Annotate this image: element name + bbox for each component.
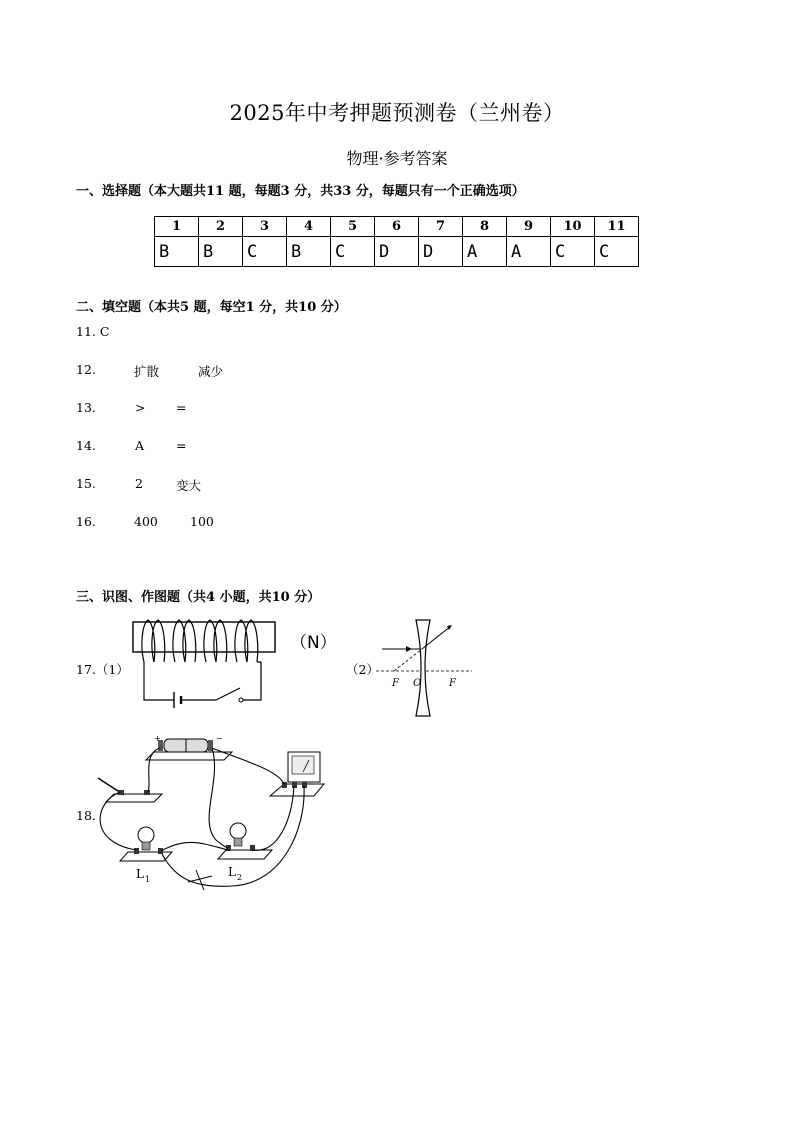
question-18-label: 18. [76,808,96,823]
section-1-heading: 一、选择题（本大题共11 题，每题3 分，共33 分，每题只有一个正确选项） [76,184,525,199]
switch-blade [216,688,240,700]
table-header-cell: 8 [463,217,507,237]
table-header-cell: 6 [375,217,419,237]
incident-arrow-icon [406,646,412,652]
table-header-cell: 3 [243,217,287,237]
answer-14-blank-1: A [135,438,145,453]
table-answer-cell: C [551,237,595,267]
answer-13-blank-2: = [176,400,187,415]
section-2-heading: 二、填空题（本共5 题，每空1 分，共10 分） [76,300,347,315]
answer-14-number: 14. [76,438,96,453]
switch-contact [239,698,243,702]
bulb-l2-label: L [228,865,236,879]
question-17-part-2-label: （2） [346,662,379,677]
page-subtitle: 物理·参考答案 [346,149,448,168]
bulb-l1 [120,827,172,861]
lens [416,620,430,716]
circuit-wire-left [144,662,174,700]
page-title: 2025年中考押题预测卷（兰州卷） [229,101,565,125]
table-header-cell: 9 [507,217,551,237]
refracted-arrow-icon [447,625,452,630]
optical-center-label: O [413,678,422,689]
answer-16-blank-1: 400 [134,514,158,529]
answer-15-blank-2: 变大 [176,478,202,493]
table-header-cell: 5 [331,217,375,237]
answer-15-number: 15. [76,476,96,491]
circuit-wire-right [243,662,261,700]
connecting-wires [100,748,304,886]
extension-line [394,649,422,671]
table-answer-cell: C [243,237,287,267]
table-header-cell: 1 [155,217,199,237]
answer-12-blank-1: 扩散 [134,364,160,379]
coil-windings [142,620,258,662]
answer-16-number: 16. [76,514,96,529]
table-header-cell: 10 [551,217,595,237]
answer-table-value-row [155,237,639,267]
focus-right-label: F [449,678,456,689]
concave-lens-diagram [376,616,476,720]
table-answer-cell: D [375,237,419,267]
meter [270,752,324,796]
north-pole-label: （N） [290,633,337,653]
answer-16-blank-2: 100 [190,514,214,529]
answer-11-number: 11. C [76,324,110,339]
answer-table-header-row [155,217,639,237]
table-header-cell: 11 [595,217,639,237]
table-answer-cell: B [287,237,331,267]
table-answer-cell: A [507,237,551,267]
knife-switch [98,778,162,802]
answer-12-number: 12. [76,362,96,377]
electromagnet-diagram [128,616,280,720]
table-answer-cell: D [419,237,463,267]
table-header-cell: 7 [419,217,463,237]
bulb-l2-subscript: 2 [237,873,243,882]
answer-14-blank-2: = [176,438,187,453]
answer-table [154,216,639,267]
answer-13-blank-1: > [135,400,146,415]
table-answer-cell: C [331,237,375,267]
svg-text:−: − [216,734,223,743]
table-answer-cell: B [199,237,243,267]
table-answer-cell: A [463,237,507,267]
bulb-l1-subscript: 1 [145,875,151,884]
circuit-drawing [92,730,332,896]
answer-15-blank-1: 2 [135,476,143,491]
table-header-cell: 4 [287,217,331,237]
bulb-l2 [218,823,272,859]
question-17-label: 17.（1） [76,662,129,677]
section-3-heading: 三、识图、作图题（共4 小题，共10 分） [76,590,321,605]
answer-12-blank-2: 减少 [198,364,224,379]
bulb-l1-label: L [136,867,144,881]
battery-holder [146,734,232,760]
svg-text:+: + [154,734,161,743]
focus-left-label: F [392,678,399,689]
table-answer-cell: C [595,237,639,267]
table-answer-cell: B [155,237,199,267]
answer-13-number: 13. [76,400,96,415]
table-header-cell: 2 [199,217,243,237]
